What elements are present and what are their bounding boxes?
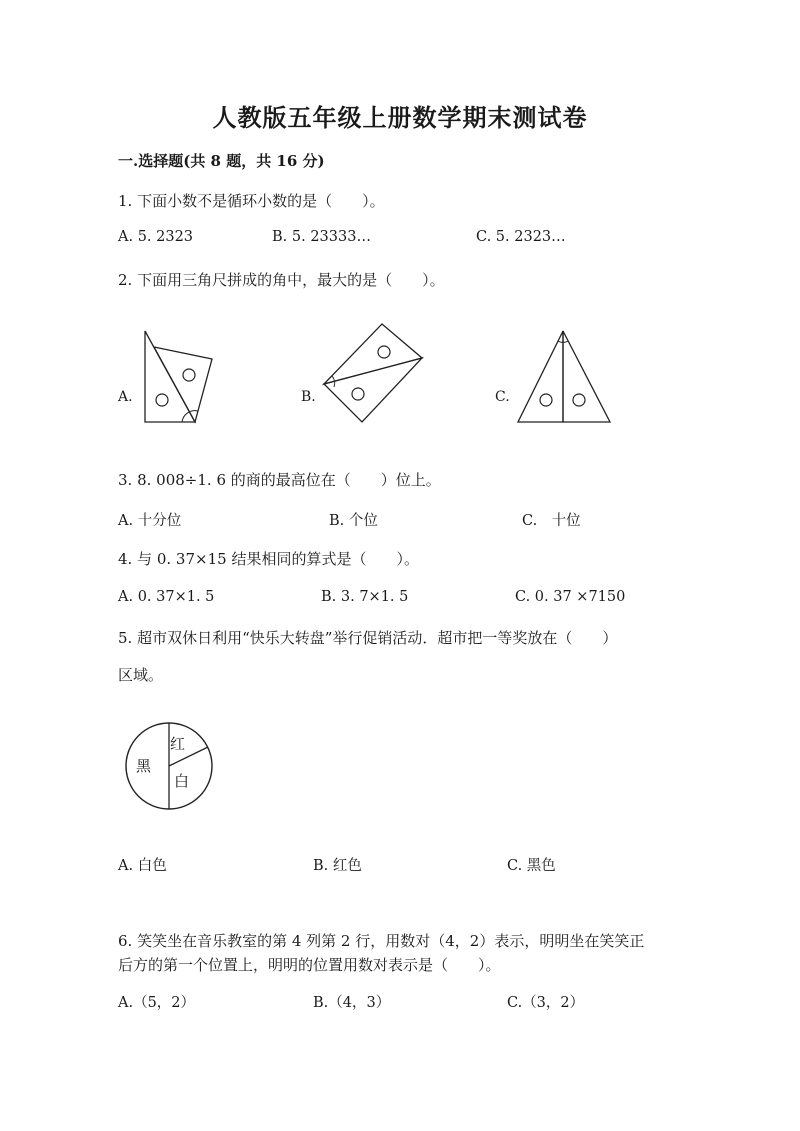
question-3: 3. 8. 008÷1. 6 的商的最高位在（ ）位上。	[118, 471, 441, 489]
set-square-figure-c	[512, 326, 616, 426]
q2-option-a[interactable]: A.	[118, 389, 133, 405]
question-1: 1. 下面小数不是循环小数的是（ ）。	[118, 192, 385, 210]
q4-option-a[interactable]: A. 0. 37×1. 5	[118, 589, 215, 605]
page-title: 人教版五年级上册数学期末测试卷	[212, 103, 588, 132]
wheel-red-label: 红	[170, 735, 186, 753]
q4-option-c[interactable]: C. 0. 37 ×7150	[515, 589, 626, 605]
q3-option-a[interactable]: A. 十分位	[118, 513, 182, 529]
wheel-white-label: 白	[174, 772, 190, 790]
question-6-line-1: 6. 笑笑坐在音乐教室的第 4 列第 2 行，用数对（4，2）表示，明明坐在笑笑正	[118, 932, 645, 950]
q5-option-b[interactable]: B. 红色	[313, 858, 362, 874]
q3-option-c[interactable]: C. 十位	[522, 513, 581, 529]
question-4: 4. 与 0. 37×15 结果相同的算式是（ ）。	[118, 550, 419, 568]
q3-option-b[interactable]: B. 个位	[329, 513, 378, 529]
set-square-figure-a	[138, 325, 218, 427]
prize-wheel	[124, 721, 214, 811]
q4-option-b[interactable]: B. 3. 7×1. 5	[321, 589, 409, 605]
q2-option-c[interactable]: C.	[495, 389, 510, 405]
q6-option-c[interactable]: C.（3，2）	[507, 995, 585, 1011]
q6-option-b[interactable]: B.（4，3）	[313, 995, 391, 1011]
q6-option-a[interactable]: A.（5，2）	[118, 995, 196, 1011]
q5-option-a[interactable]: A. 白色	[118, 858, 167, 874]
q1-option-c[interactable]: C. 5. 2323…	[476, 229, 566, 245]
q1-option-b[interactable]: B. 5. 23333…	[272, 229, 371, 245]
question-6-line-2: 后方的第一个位置上，明明的位置用数对表示是（ ）。	[118, 956, 501, 974]
question-5-line-2: 区域。	[118, 666, 164, 684]
question-2: 2. 下面用三角尺拼成的角中，最大的是（ ）。	[118, 271, 445, 289]
q2-option-b[interactable]: B.	[301, 389, 316, 405]
question-5-line-1: 5. 超市双休日利用“快乐大转盘”举行促销活动．超市把一等奖放在（ ）	[118, 629, 618, 647]
wheel-black-label: 黑	[136, 757, 152, 775]
set-square-figure-b	[318, 318, 430, 426]
q1-option-a[interactable]: A. 5. 2323	[118, 229, 194, 245]
section-heading: 一.选择题(共 8 题，共 16 分)	[118, 152, 325, 170]
q5-option-c[interactable]: C. 黑色	[507, 858, 556, 874]
